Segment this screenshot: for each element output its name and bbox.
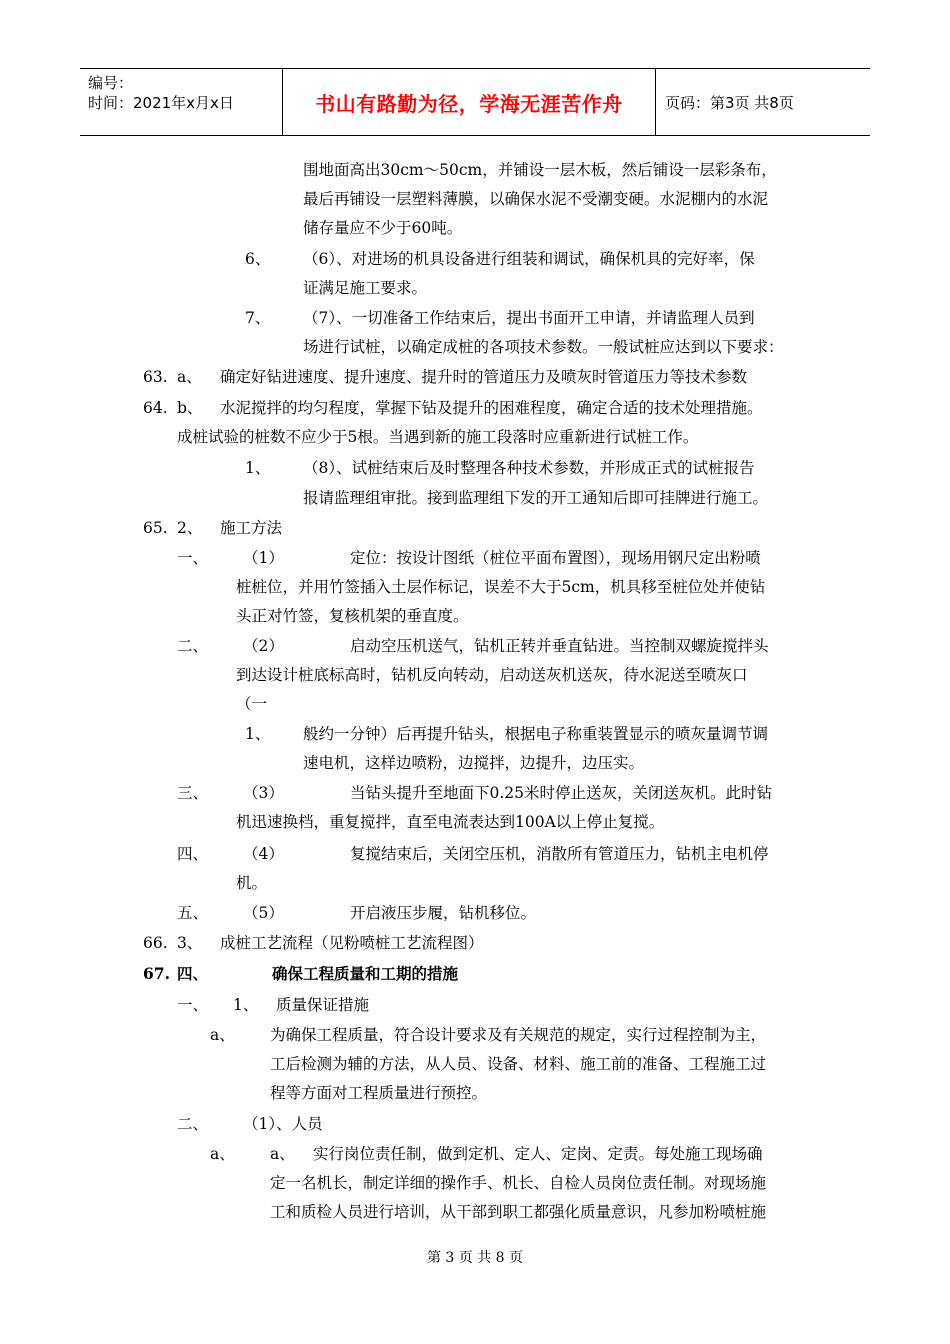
item-marker: a、 — [210, 1145, 235, 1163]
body-line: 机迅速换档，重复搅拌，直至电流表达到100A以上停止复搅。 — [236, 813, 665, 831]
body-line: 当钻头提升至地面下0.25米时停止送灰，关闭送灰机。此时钻 — [350, 784, 773, 802]
header-divider — [282, 69, 283, 135]
body-line: 实行岗位责任制，做到定机、定人、定岗、定责。每处施工现场确 — [313, 1145, 763, 1163]
item-marker: 3、 — [177, 934, 203, 952]
body-line: 般约一分钟）后再提升钻头，根据电子称重装置显示的喷灰量调节调 — [303, 725, 769, 743]
body-line: 机。 — [236, 874, 268, 892]
body-line: （7）、一切准备工作结束后，提出书面开工申请，并请监理人员到 — [303, 309, 755, 327]
item-marker: 二、 — [177, 637, 209, 655]
body-line: 开启液压步履，钻机移位。 — [350, 904, 537, 922]
body-line: 头正对竹签，复核机架的垂直度。 — [236, 607, 469, 625]
body-line: 成桩工艺流程（见粉喷桩工艺流程图） — [220, 934, 484, 952]
item-number: 1、 — [245, 459, 271, 477]
item-marker: 一、 — [177, 549, 209, 567]
body-line: 程等方面对工程质量进行预控。 — [270, 1084, 488, 1102]
header-meta — [88, 73, 234, 113]
item-marker: b、 — [177, 399, 203, 417]
header-divider — [655, 69, 656, 135]
list-number: 67. — [143, 964, 170, 983]
section-heading: 确保工程质量和工期的措施 — [272, 964, 459, 983]
body-line: 工和质检人员进行培训，从干部到职工都强化质量意识，凡参加粉喷桩施 — [270, 1203, 767, 1221]
item-marker: 二、 — [177, 1115, 209, 1133]
body-line: 速电机，这样边喷粉，边搅拌，边提升，边压实。 — [303, 754, 645, 772]
body-line: 最后再铺设一层塑料薄膜，以确保水泥不受潮变硬。水泥棚内的水泥 — [303, 190, 769, 208]
list-number: 65. — [143, 519, 168, 537]
item-number: 6、 — [245, 250, 271, 268]
body-line: 场进行试桩，以确定成桩的各项技术参数。一般试桩应达到以下要求： — [303, 338, 784, 356]
body-line: （6）、对进场的机具设备进行组装和调试，确保机具的完好率，保 — [303, 250, 755, 268]
list-number: 64. — [143, 399, 168, 417]
body-line: （一 — [236, 695, 268, 713]
item-number: （4） — [243, 845, 284, 863]
body-line: 桩桩位，并用竹签插入土层作标记，误差不大于5cm，机具移至桩位处并使钻 — [236, 578, 766, 596]
time-label: 时间：2021年x月x日 — [88, 94, 234, 112]
item-marker: a、 — [210, 1026, 235, 1044]
page-header — [80, 68, 870, 136]
item-marker: 三、 — [177, 784, 209, 802]
body-line: 储存量应不少于60吨。 — [303, 219, 463, 237]
header-motto: 书山有路勤为径，学海无涯苦作舟 — [315, 91, 623, 116]
body-line: 定位：按设计图纸（桩位平面布置图），现场用钢尺定出粉喷 — [350, 549, 761, 567]
body-line: 确定好钻进速度、提升速度、提升时的管道压力及喷灰时管道压力等技术参数 — [220, 368, 748, 386]
item-number: 1、 — [233, 996, 259, 1014]
item-number: （5） — [243, 904, 284, 922]
body-line: 成桩试验的桩数不应少于5根。当遇到新的施工段落时应重新进行试桩工作。 — [177, 428, 699, 446]
item-marker: 四、 — [177, 845, 209, 863]
item-marker: 2、 — [177, 519, 203, 537]
item-marker: 五、 — [177, 904, 209, 922]
body-line: （8）、试桩结束后及时整理各种技术参数，并形成正式的试桩报告 — [303, 459, 755, 477]
item-number: 7、 — [245, 309, 271, 327]
header-page-info: 页码：第3页 共8页 — [665, 93, 794, 112]
item-marker: a、 — [270, 1145, 295, 1163]
subsection-heading: （1）、人员 — [243, 1115, 323, 1133]
body-line: 启动空压机送气，钻机正转并垂直钻进。当控制双螺旋搅拌头 — [350, 637, 769, 655]
section-number: 四、 — [177, 964, 209, 983]
serial-label: 编号： — [88, 74, 134, 92]
list-number: 66. — [143, 934, 168, 952]
body-line: 水泥搅拌的均匀程度，掌握下钻及提升的困难程度，确定合适的技术处理措施。 — [220, 399, 763, 417]
body-line: 工后检测为辅的方法，从人员、设备、材料、施工前的准备、工程施工过 — [270, 1055, 767, 1073]
list-number: 63. — [143, 368, 168, 386]
body-line: 为确保工程质量，符合设计要求及有关规范的规定，实行过程控制为主， — [270, 1026, 767, 1044]
item-marker: 一、 — [177, 996, 209, 1014]
item-marker: a、 — [177, 368, 202, 386]
page-footer: 第 3 页 共 8 页 — [426, 1250, 524, 1266]
subsection-heading: 质量保证措施 — [276, 996, 370, 1014]
item-number: 1、 — [245, 725, 271, 743]
body-line: 证满足施工要求。 — [303, 279, 428, 297]
body-line: 围地面高出30cm～50cm，并铺设一层木板，然后铺设一层彩条布， — [303, 161, 777, 179]
item-number: （2） — [243, 637, 284, 655]
section-heading: 施工方法 — [220, 519, 283, 537]
body-line: 到达设计桩底标高时，钻机反向转动，启动送灰机送灰，待水泥送至喷灰口 — [236, 666, 748, 684]
body-line: 定一名机长，制定详细的操作手、机长、自检人员岗位责任制。对现场施 — [270, 1174, 767, 1192]
item-number: （3） — [243, 784, 284, 802]
body-line: 复搅结束后，关闭空压机，消散所有管道压力，钻机主电机停 — [350, 845, 769, 863]
body-line: 报请监理组审批。接到监理组下发的开工通知后即可挂牌进行施工。 — [303, 489, 769, 507]
item-number: （1） — [243, 549, 284, 567]
